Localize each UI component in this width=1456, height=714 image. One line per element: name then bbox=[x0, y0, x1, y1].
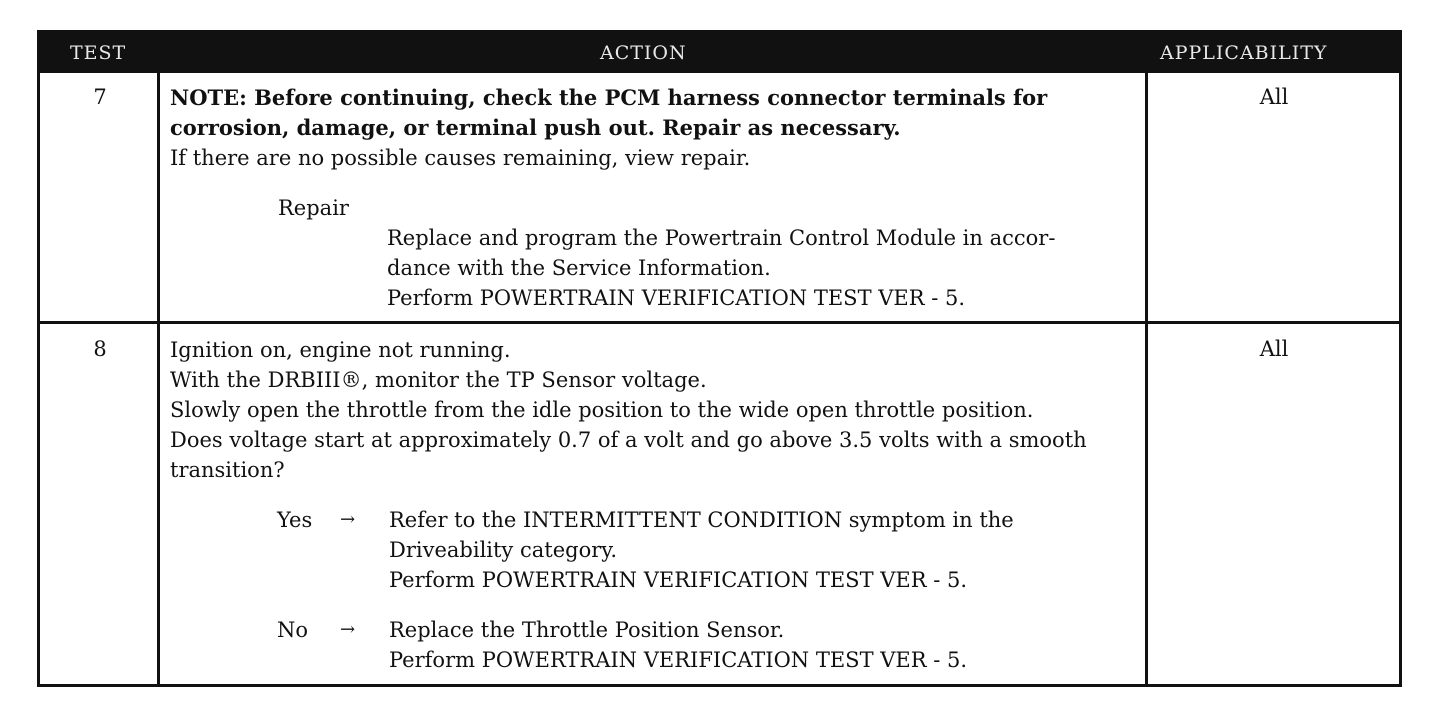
diagnostic-table bbox=[37, 30, 1402, 687]
yes-label: Yes bbox=[277, 508, 313, 532]
instruction-line: transition? bbox=[170, 458, 285, 482]
note-line: NOTE: Before continuing, check the PCM harness connector terminals for bbox=[170, 85, 1048, 110]
yes-line: Driveability category. bbox=[389, 538, 617, 562]
yes-line: Refer to the INTERMITTENT CONDITION symptom in the bbox=[389, 508, 1014, 532]
table-header bbox=[40, 33, 1399, 73]
applicability-value: All bbox=[1259, 85, 1289, 109]
row-divider bbox=[40, 321, 1399, 324]
repair-label: Repair bbox=[278, 196, 349, 220]
repair-line: Perform POWERTRAIN VERIFICATION TEST VER - 5. bbox=[387, 286, 966, 310]
instruction-line: Does voltage start at approximately 0.7 of a volt and go above 3.5 volts with a smooth bbox=[170, 428, 1087, 452]
test-number: 8 bbox=[93, 337, 107, 361]
yes-line: Perform POWERTRAIN VERIFICATION TEST VER - 5. bbox=[389, 568, 968, 592]
instruction-line: If there are no possible causes remaining, view repair. bbox=[170, 146, 751, 170]
no-line: Perform POWERTRAIN VERIFICATION TEST VER - 5. bbox=[389, 648, 968, 672]
no-label: No bbox=[277, 618, 309, 642]
header-action: ACTION bbox=[600, 42, 687, 64]
instruction-line: With the DRBIII®, monitor the TP Sensor voltage. bbox=[170, 368, 707, 392]
no-line: Replace the Throttle Position Sensor. bbox=[389, 618, 785, 642]
applicability-value: All bbox=[1259, 337, 1289, 361]
repair-line: dance with the Service Information. bbox=[387, 256, 771, 280]
note-line: corrosion, damage, or terminal push out. Repair as necessary. bbox=[170, 115, 901, 140]
header-applicability: APPLICABILITY bbox=[1160, 42, 1328, 64]
instruction-line: Ignition on, engine not running. bbox=[170, 338, 511, 362]
header-test: TEST bbox=[70, 42, 127, 64]
arrow-right-icon: → bbox=[340, 619, 356, 640]
arrow-right-icon: → bbox=[340, 509, 356, 530]
instruction-line: Slowly open the throttle from the idle position to the wide open throttle position. bbox=[170, 398, 1034, 422]
test-number: 7 bbox=[93, 85, 107, 109]
repair-line: Replace and program the Powertrain Control Module in accor- bbox=[387, 226, 1056, 250]
